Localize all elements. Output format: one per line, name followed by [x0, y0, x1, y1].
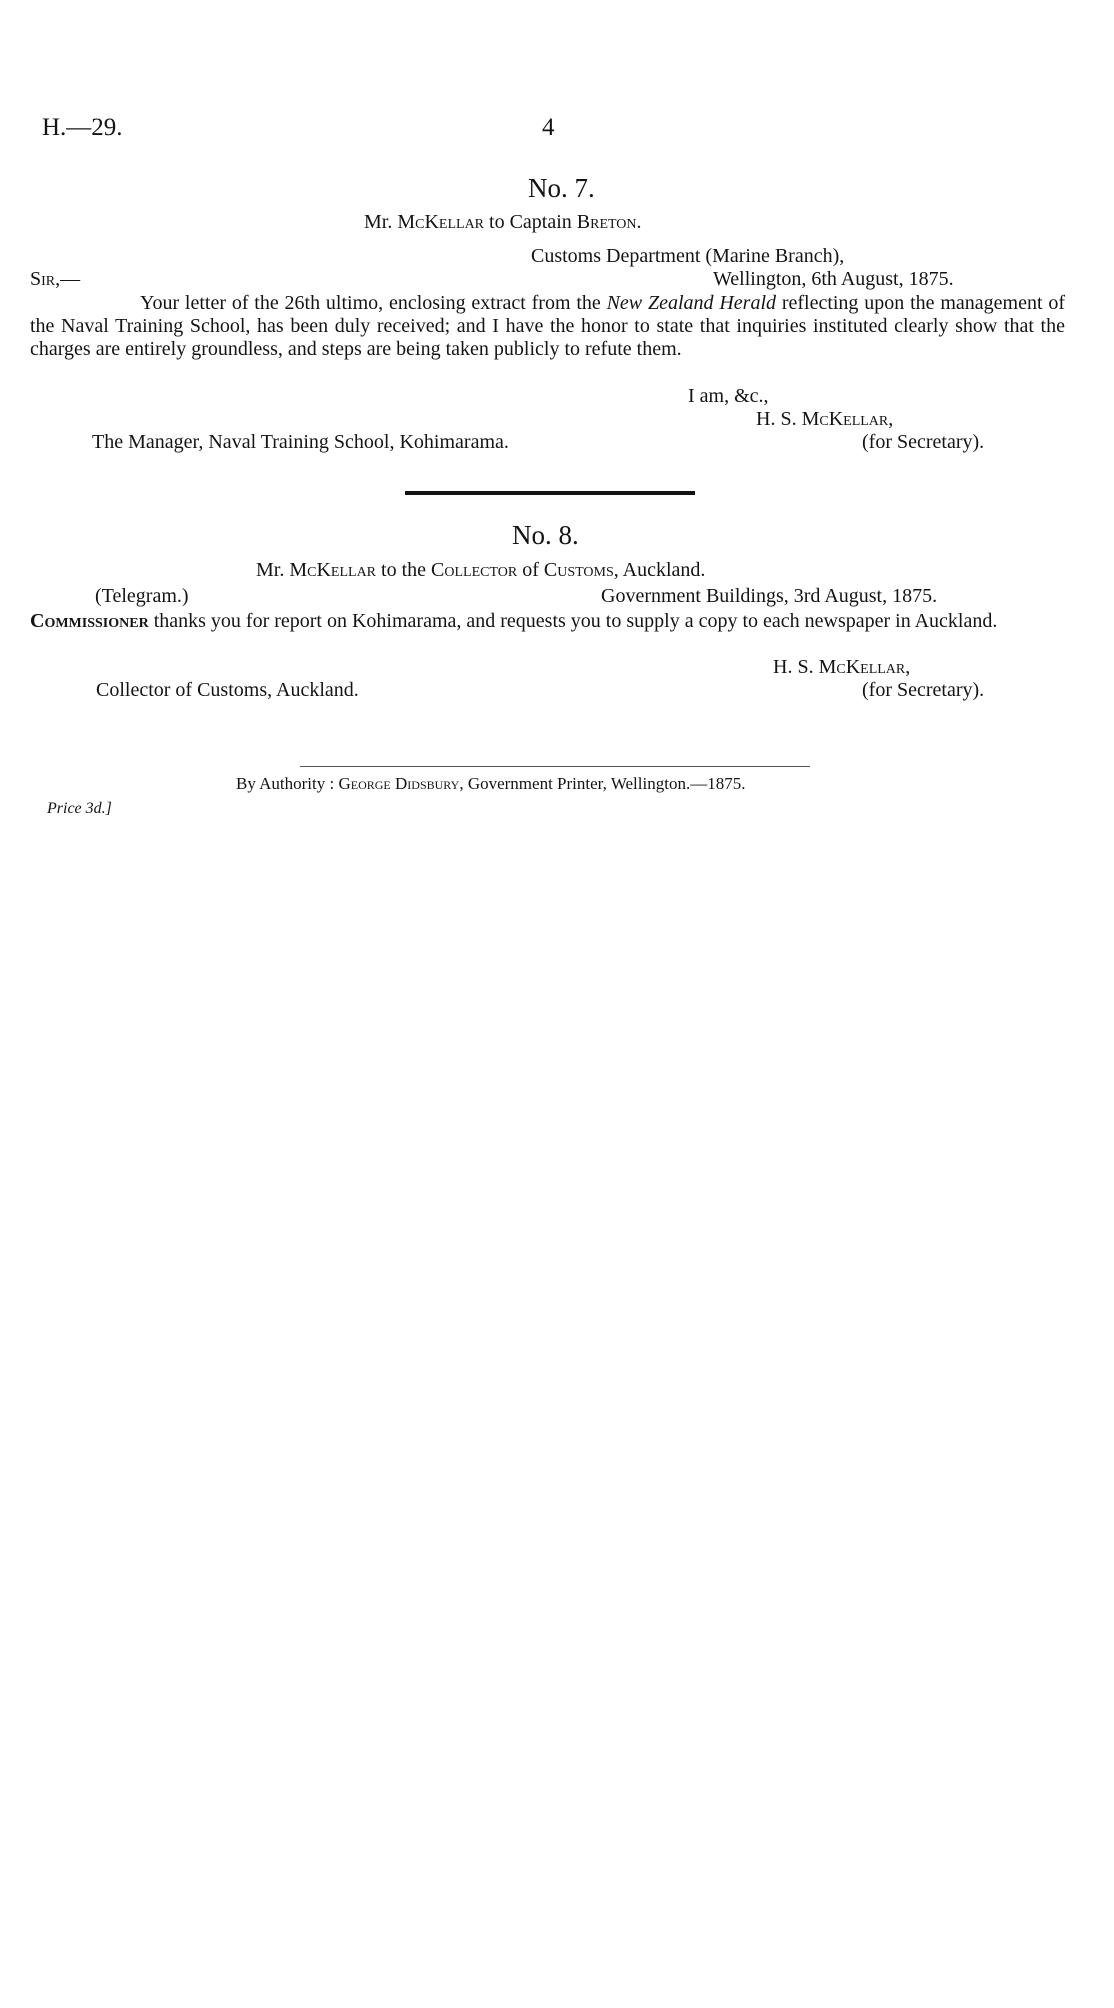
price-note: Price 3d.]: [47, 800, 112, 817]
letter-8-recipient: Collector of Customs, Auckland.: [96, 679, 359, 701]
letter-7-address-line-1: Customs Department (Marine Branch),: [531, 245, 845, 267]
letter-7-closing: I am, &c.,: [688, 385, 769, 407]
printer-name: George Didsbury: [338, 774, 460, 793]
letter-8-address: Government Buildings, 3rd August, 1875.: [601, 585, 938, 607]
sender-name: McKellar: [289, 559, 377, 581]
letter-8-type: (Telegram.): [95, 585, 189, 607]
letter-8-heading: Mr. McKellar to the Collector of Customs, Auckland.: [256, 559, 706, 581]
letter-7-number: No. 7.: [528, 173, 595, 203]
letter-7-signature: H. S. McKellar,: [756, 408, 894, 430]
letter-8-number: No. 8.: [512, 520, 579, 550]
letter-7-salutation: Sir,—: [30, 268, 81, 290]
letter-8-body: Commissioner thanks you for report on Kohimarama, and requests you to supply a copy to each newspaper in Auckland.: [30, 610, 998, 632]
page-number: 4: [542, 114, 555, 141]
section-divider: [405, 491, 695, 495]
sender-name: McKellar: [397, 211, 485, 233]
letter-8-signature: H. S. McKellar,: [773, 656, 911, 678]
letter-7-body: Your letter of the 26th ultimo, enclosing extract from the New Zealand Herald reflecting upon the management of the Naval Training School, has been duly received; and I have the honor to state that inquiries instituted clearly show that the charges are entirely groundless, and steps are being taken publicly to refute them.: [30, 292, 1065, 360]
document-id: H.—29.: [42, 114, 123, 141]
letter-7-role: (for Secretary).: [862, 431, 985, 453]
printer-imprint: By Authority : George Didsbury, Government Printer, Wellington.—1875.: [236, 774, 746, 793]
recipient-name: Breton: [576, 211, 637, 233]
letter-7-recipient: The Manager, Naval Training School, Kohimarama.: [92, 431, 509, 453]
letter-7-address-line-2: Wellington, 6th August, 1875.: [713, 268, 954, 290]
footer-divider: [300, 766, 810, 767]
letter-8-role: (for Secretary).: [862, 679, 985, 701]
letter-7-heading: Mr. McKellar to Captain Breton.: [364, 211, 642, 233]
newspaper-title: New Zealand Herald: [606, 292, 776, 314]
